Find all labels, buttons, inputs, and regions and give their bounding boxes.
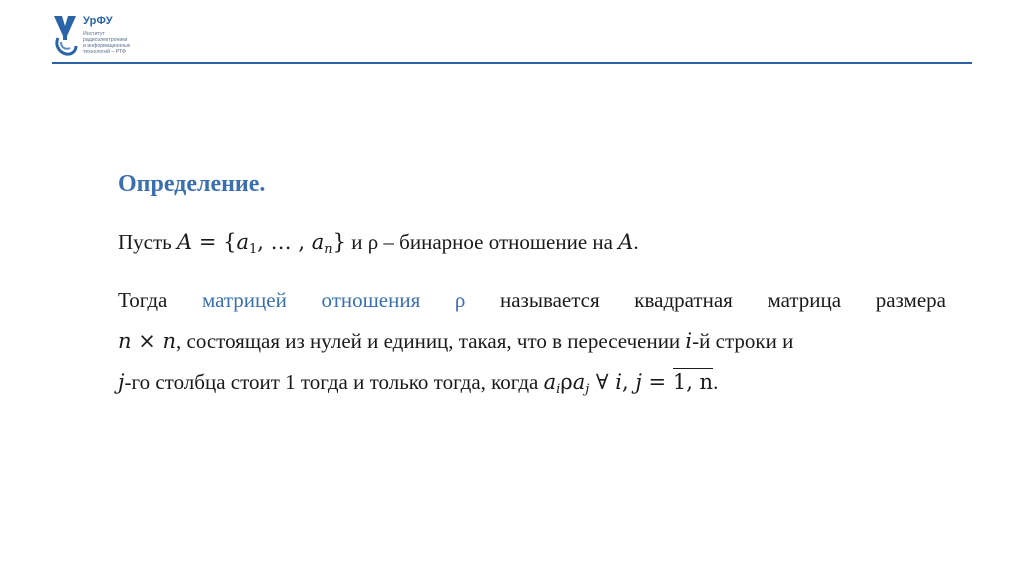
math-var: i: [685, 329, 693, 353]
logo-subtitle-line: и информационных: [83, 43, 131, 49]
logo-subtitle: [83, 31, 153, 55]
math-subscript: n: [324, 242, 333, 257]
body-text: -й строки и: [692, 329, 794, 353]
body-word: матрица: [767, 288, 842, 312]
math-var: A: [177, 230, 193, 254]
definition-heading: Определение.: [118, 171, 266, 197]
math-var: A: [618, 230, 634, 254]
math-var: a: [236, 230, 250, 254]
math-symbol: ,: [622, 370, 636, 394]
math-var: i: [615, 370, 622, 394]
premise-dot: .: [633, 230, 639, 254]
math-var: n: [162, 329, 177, 353]
math-symbol: ×: [131, 329, 163, 353]
body-word: квадратная: [634, 288, 733, 312]
math-var: n: [118, 329, 132, 353]
body-word: размера: [875, 288, 946, 312]
body-text: -го столбца стоит 1 тогда и только тогда, когда: [124, 370, 544, 394]
math-subscript: j: [585, 382, 590, 397]
slide-content: [118, 168, 946, 403]
logo-subtitle-line: технологий – РТФ: [83, 49, 126, 55]
logo-subtitle-line: радиоэлектроники: [83, 37, 128, 43]
math-symbol: ∀: [589, 370, 616, 394]
body-dot: .: [713, 370, 719, 394]
math-symbol: = {: [192, 230, 237, 254]
body-text: , состоящая из нулей и единиц, такая, что в пересечении: [176, 329, 686, 353]
math-var: a: [543, 370, 557, 394]
math-var: j: [635, 370, 642, 394]
body-line-3: [118, 362, 946, 403]
definition-premise: [118, 226, 946, 258]
math-var: a: [311, 230, 325, 254]
math-subscript: i: [556, 382, 561, 397]
premise-lead: Пусть: [118, 230, 172, 254]
math-symbol: =: [641, 370, 673, 394]
urfu-logo-icon: [52, 14, 78, 56]
premise-text: и ρ – бинарное отношение на: [345, 230, 619, 254]
term-highlight: отношения: [321, 288, 421, 312]
math-var: a: [572, 370, 586, 394]
body-line-1: [118, 280, 946, 321]
slide-header: [0, 0, 1024, 70]
body-line-2: [118, 321, 946, 362]
body-word: называется: [499, 288, 600, 312]
math-range: 1, n: [672, 370, 714, 394]
definition-body: [118, 280, 946, 403]
term-highlight: матрицей: [201, 288, 287, 312]
math-symbol: }: [332, 230, 346, 254]
body-word: Тогда: [118, 288, 168, 312]
math-subscript: 1: [249, 242, 258, 257]
term-highlight: ρ: [454, 288, 466, 312]
header-divider: [52, 62, 972, 64]
math-var: j: [118, 370, 125, 394]
logo-subtitle-line: Институт: [83, 31, 105, 37]
math-symbol: ρ: [560, 370, 573, 394]
logo-title: УрФУ: [83, 15, 113, 27]
math-symbol: , … ,: [257, 230, 312, 254]
